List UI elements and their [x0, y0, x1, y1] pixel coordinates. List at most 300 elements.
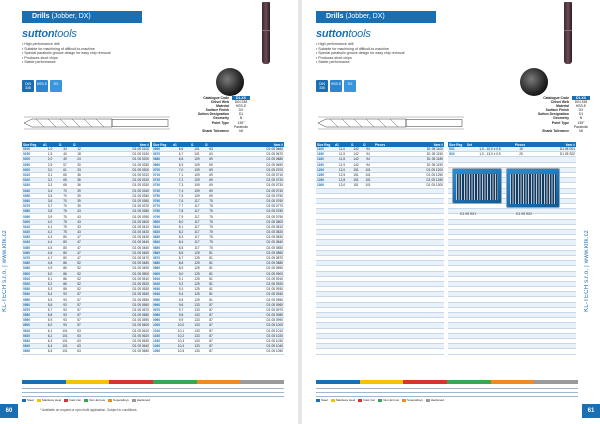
- table-cell: 0150: [22, 152, 42, 157]
- table-cell: 1010: [152, 328, 172, 333]
- table-cell: 4,0: [42, 219, 58, 224]
- table-cell: 5,5: [42, 297, 58, 302]
- table-cell: D1 05 0650: [86, 349, 150, 354]
- table-cell: 8,3: [172, 235, 190, 240]
- table-cell: 70: [58, 193, 72, 198]
- table-cell: 101: [58, 344, 72, 349]
- table-cell: 0520: [22, 281, 42, 286]
- table-cell: D1 05 0480: [86, 261, 150, 266]
- table-cell: 43: [72, 214, 86, 219]
- table-cell: 39: [72, 198, 86, 203]
- table-cell: 86: [58, 281, 72, 286]
- spec-value: DIN 338: [234, 100, 248, 105]
- table-cell: 3,3: [42, 183, 58, 188]
- coating-badge: DX: [344, 80, 356, 92]
- set-label: D1 05 S02: [516, 212, 533, 216]
- material-group-n: [153, 380, 197, 384]
- material-group-h: [240, 380, 284, 384]
- table-cell: 34: [58, 147, 72, 152]
- table-cell: 0910: [152, 276, 172, 281]
- table-cell: 0740: [152, 188, 172, 193]
- table-cell: 81: [204, 250, 218, 255]
- table-cell: 109: [190, 193, 204, 198]
- table-cell: 75: [58, 230, 72, 235]
- table-cell: D1 05 0790: [218, 214, 284, 219]
- table-cell: 0710: [152, 172, 172, 177]
- table-cell: 125: [190, 261, 204, 266]
- table-cell: 117: [190, 230, 204, 235]
- material-group-p: [22, 380, 66, 384]
- table-cell: 11,9: [334, 162, 350, 167]
- feature-item: • Special parabolic groove design for easy chip removal: [316, 51, 404, 56]
- table-cell: 0600: [22, 323, 42, 328]
- spec-label: Geometry: [213, 116, 229, 121]
- table-cell: 0310: [22, 172, 42, 177]
- table-cell: 101: [58, 333, 72, 338]
- table-cell: 4,7: [42, 255, 58, 260]
- table-cell: 80: [58, 255, 72, 260]
- table-cell: 4,6: [42, 250, 58, 255]
- table-cell: 0850: [152, 245, 172, 250]
- size-table: [316, 142, 444, 355]
- table-cell: 0670: [152, 152, 172, 157]
- table-cell: D1 05 0680: [218, 157, 284, 162]
- table-cell: 3,2: [42, 178, 58, 183]
- table-cell: 3,9: [42, 214, 58, 219]
- legend-key: Cast iron: [358, 398, 375, 402]
- feature-item: • Stable performance: [316, 60, 404, 65]
- table-cell: 8,8: [172, 261, 190, 266]
- table-cell: 1150: [316, 152, 334, 157]
- legend-key: Hardened: [426, 398, 444, 402]
- table-cell: 8,4: [172, 240, 190, 245]
- table-cell: 63: [72, 344, 86, 349]
- table-cell: 117: [190, 245, 204, 250]
- spec-label: Catalogue Code: [203, 96, 229, 100]
- table-cell: 4,2: [42, 230, 58, 235]
- table-cell: D1 05 0390: [86, 214, 150, 219]
- feature-list: [22, 42, 110, 65]
- table-cell: 0750: [152, 193, 172, 198]
- table-cell: D1 05 0870: [218, 255, 284, 260]
- spec-label: Surface Finish: [545, 108, 569, 113]
- table-cell: 0720: [152, 178, 172, 183]
- legend-key: Non-ferrous: [84, 398, 105, 402]
- table-cell: D1 05 0520: [86, 281, 150, 286]
- right-page: [302, 0, 600, 424]
- coating-badge: DX: [50, 80, 62, 92]
- table-cell: 117: [190, 209, 204, 214]
- table-cell: 133: [190, 344, 204, 349]
- table-cell: 4,9: [42, 266, 58, 271]
- table-cell: D1 05 0890: [218, 266, 284, 271]
- table-cell: 43: [72, 209, 86, 214]
- table-cell: 5,2: [42, 281, 58, 286]
- table-cell: 5,3: [42, 287, 58, 292]
- table-cell: D1 05 1190: [392, 162, 444, 167]
- table-cell: D1 05 0800: [218, 219, 284, 224]
- table-cell: D1 05 0940: [218, 292, 284, 297]
- table-cell: 69: [204, 188, 218, 193]
- table-cell: 0450: [22, 245, 42, 250]
- table-cell: 125: [190, 266, 204, 271]
- publisher-vertical: KL-TECH s.r.o. | www.kltk.cz: [2, 230, 8, 312]
- table-cell: 0730: [152, 183, 172, 188]
- table-cell: 109: [190, 183, 204, 188]
- table-cell: 101: [362, 178, 374, 183]
- col-header: l1: [190, 142, 204, 147]
- col-header: Size Reg: [448, 142, 466, 147]
- table-cell: 0350: [22, 193, 42, 198]
- table-cell: 49: [58, 157, 72, 162]
- col-header: l2: [362, 142, 374, 147]
- section-tab: [316, 11, 436, 23]
- table-cell: 0320: [22, 178, 42, 183]
- section-tab: [22, 11, 142, 23]
- table-cell: D1 05 0910: [218, 276, 284, 281]
- drill-set-case: [506, 168, 560, 208]
- table-cell: 5,4: [42, 292, 58, 297]
- table-cell: D1 05 0370: [86, 204, 150, 209]
- table-cell: 101: [58, 328, 72, 333]
- table-cell: [316, 349, 334, 354]
- publisher-vertical: KL-TECH s.r.o. | www.kltk.cz: [584, 230, 590, 312]
- table-cell: D1 05 1300: [392, 183, 444, 188]
- legend-keys: [22, 398, 150, 402]
- table-cell: 6,4: [42, 344, 58, 349]
- table-cell: 75: [58, 224, 72, 229]
- table-cell: [466, 349, 514, 354]
- table-cell: 65: [58, 172, 72, 177]
- table-cell: 81: [204, 271, 218, 276]
- table-cell: 0460: [22, 250, 42, 255]
- table-cell: 18: [72, 152, 86, 157]
- table-cell: D1 05 1010: [218, 328, 284, 333]
- table-cell: 87: [204, 307, 218, 312]
- table-cell: 9,1: [172, 276, 190, 281]
- left-page: [0, 0, 298, 424]
- table-cell: 86: [58, 276, 72, 281]
- section-subtitle: (Jobber, DX): [51, 13, 91, 20]
- table-cell: 133: [190, 313, 204, 318]
- table-cell: 0250: [22, 162, 42, 167]
- table-cell: 57: [72, 318, 86, 323]
- table-cell: 87: [204, 333, 218, 338]
- table-cell: 142: [350, 162, 362, 167]
- table-cell: 70: [58, 204, 72, 209]
- table-cell: 75: [204, 209, 218, 214]
- table-cell: 125: [190, 297, 204, 302]
- table-cell: 52: [72, 261, 86, 266]
- table-cell: 125: [190, 292, 204, 297]
- table-cell: D1 05 0470: [86, 255, 150, 260]
- table-cell: 0970: [152, 307, 172, 312]
- table-cell: 1180: [316, 157, 334, 162]
- table-cell: 8,5: [172, 245, 190, 250]
- material-group-k: [403, 380, 447, 384]
- table-cell: 101: [190, 152, 204, 157]
- feature-item: • High performance drill: [316, 42, 404, 47]
- table-cell: 142: [350, 152, 362, 157]
- table-cell: 80: [58, 245, 72, 250]
- table-cell: 0770: [152, 204, 172, 209]
- table-cell: 133: [190, 302, 204, 307]
- table-cell: 0440: [22, 240, 42, 245]
- table-cell: 30: [72, 162, 86, 167]
- table-cell: 93: [58, 323, 72, 328]
- table-cell: D1 05 1280: [392, 178, 444, 183]
- table-cell: 101: [58, 349, 72, 354]
- table-cell: 0700: [152, 167, 172, 172]
- table-cell: 0390: [22, 214, 42, 219]
- table-cell: 0650: [22, 349, 42, 354]
- table-cell: 86: [58, 287, 72, 292]
- table-cell: 9,4: [172, 292, 190, 297]
- table-row: [152, 349, 284, 354]
- table-cell: D1 05 1020: [218, 333, 284, 338]
- table-cell: 0410: [22, 224, 42, 229]
- spec-label: Chisel Web: [210, 100, 229, 105]
- table-cell: 36: [72, 183, 86, 188]
- spec-label: Shank Tolerance: [542, 128, 569, 133]
- table-cell: 43: [72, 219, 86, 224]
- table-cell: 117: [190, 235, 204, 240]
- legend-key: Superalloys: [402, 398, 423, 402]
- table-cell: 69: [204, 167, 218, 172]
- table-cell: 7,6: [172, 198, 190, 203]
- table-cell: 80: [58, 240, 72, 245]
- table-cell: 7,3: [172, 183, 190, 188]
- spec-value: HSS-E: [235, 104, 247, 109]
- table-cell: 43: [72, 224, 86, 229]
- table-cell: 5,9: [42, 318, 58, 323]
- table-cell: D1 05 0630: [86, 338, 150, 343]
- table-cell: 75: [204, 214, 218, 219]
- table-cell: 1020: [152, 333, 172, 338]
- table-cell: [350, 349, 362, 354]
- brand-suffix: tools: [348, 28, 371, 40]
- table-cell: 9,7: [172, 307, 190, 312]
- section-title: Drills: [32, 13, 50, 20]
- table-cell: D1 05 0460: [86, 250, 150, 255]
- table-cell: 4,1: [42, 224, 58, 229]
- table-cell: 125: [190, 271, 204, 276]
- table-cell: 39: [72, 204, 86, 209]
- table-cell: 7,8: [172, 209, 190, 214]
- drill-tip-photo: [216, 68, 244, 96]
- table-cell: [528, 349, 576, 354]
- table-cell: 3,7: [42, 204, 58, 209]
- legend-keys: [316, 398, 444, 402]
- table-cell: [374, 349, 392, 354]
- table-cell: 8,6: [172, 250, 190, 255]
- table-cell: 7,0: [172, 167, 190, 172]
- table-cell: 133: [190, 333, 204, 338]
- table-cell: 0560: [22, 302, 42, 307]
- table-cell: 81: [204, 281, 218, 286]
- table-cell: 9,8: [172, 313, 190, 318]
- table-cell: 86: [58, 271, 72, 276]
- table-cell: 117: [190, 240, 204, 245]
- table-cell: 87: [204, 344, 218, 349]
- col-header: Item #: [528, 142, 576, 147]
- table-cell: 0900: [152, 271, 172, 276]
- table-cell: 1200: [316, 167, 334, 172]
- table-cell: 9,6: [172, 302, 190, 307]
- table-cell: [392, 349, 444, 354]
- table-cell: 0340: [22, 188, 42, 193]
- table-cell: 70: [58, 198, 72, 203]
- table-cell: 57: [58, 162, 72, 167]
- table-cell: 57: [72, 297, 86, 302]
- table-cell: 1000: [152, 323, 172, 328]
- norm-badge: DIN 338: [22, 80, 34, 92]
- table-cell: 7,7: [172, 204, 190, 209]
- table-cell: 0580: [22, 313, 42, 318]
- table-cell: 75: [204, 240, 218, 245]
- table-cell: 109: [190, 178, 204, 183]
- table-cell: 117: [190, 204, 204, 209]
- table-cell: 69: [204, 193, 218, 198]
- spec-value: h8: [579, 128, 583, 133]
- table-cell: D1 05 0740: [218, 188, 284, 193]
- table-cell: 6,7: [172, 152, 190, 157]
- legend-key: Stainless steel: [331, 398, 355, 402]
- table-cell: 3,5: [42, 193, 58, 198]
- table-cell: 2,0: [42, 157, 58, 162]
- table-cell: D1 05 0430: [86, 235, 150, 240]
- table-cell: 93: [58, 302, 72, 307]
- table-cell: D1 05 0100: [86, 147, 150, 152]
- material-group-n: [447, 380, 491, 384]
- table-cell: 87: [204, 323, 218, 328]
- table-cell: 63: [72, 328, 86, 333]
- table-cell: 117: [190, 219, 204, 224]
- table-cell: D1 05 0950: [218, 297, 284, 302]
- table-cell: 2,5: [42, 162, 58, 167]
- table-cell: 39: [72, 193, 86, 198]
- table-cell: 81: [204, 261, 218, 266]
- table-cell: D1 05 0150: [86, 152, 150, 157]
- table-cell: 75: [58, 214, 72, 219]
- table-cell: D1 05 1200: [392, 167, 444, 172]
- material-group-p: [316, 380, 360, 384]
- legend-key: Steel: [316, 398, 328, 402]
- table-cell: 10,4: [172, 344, 190, 349]
- table-cell: 75: [204, 198, 218, 203]
- table-cell: 61: [58, 167, 72, 172]
- table-cell: [334, 349, 350, 354]
- table-cell: 43: [72, 230, 86, 235]
- spec-label: Material: [216, 104, 229, 109]
- table-cell: 117: [190, 214, 204, 219]
- table-cell: D1 05 0760: [218, 198, 284, 203]
- table-cell: 4,8: [42, 261, 58, 266]
- table-cell: 8,7: [172, 255, 190, 260]
- spec-value: N: [579, 116, 583, 121]
- col-header: Pieces: [374, 142, 392, 147]
- col-header: Size Reg: [316, 142, 334, 147]
- table-cell: 0630: [22, 338, 42, 343]
- table-cell: 81: [204, 266, 218, 271]
- table-cell: 10,2: [172, 333, 190, 338]
- table-cell: 3,1: [42, 172, 58, 177]
- table-cell: D1 05 1180: [392, 157, 444, 162]
- table-cell: 0980: [152, 313, 172, 318]
- table-cell: 109: [190, 167, 204, 172]
- table-cell: 87: [204, 349, 218, 354]
- size-table: [152, 142, 284, 355]
- table-cell: 0830: [152, 235, 172, 240]
- table-cell: 6,6: [172, 147, 190, 152]
- table-cell: D1 05 0310: [86, 172, 150, 177]
- table-cell: D1 05 0750: [218, 193, 284, 198]
- table-cell: D1 05 0360: [86, 198, 150, 203]
- table-cell: 65: [58, 183, 72, 188]
- material-legend: [22, 380, 284, 396]
- table-cell: 6,2: [42, 333, 58, 338]
- table-cell: 8,9: [172, 266, 190, 271]
- table-cell: 0490: [22, 266, 42, 271]
- table-cell: D1 05 1040: [218, 344, 284, 349]
- col-header: Pieces: [514, 142, 528, 147]
- col-header: l1: [350, 142, 362, 147]
- table-cell: D1 05 0440: [86, 240, 150, 245]
- table-cell: 87: [204, 328, 218, 333]
- table-cell: 117: [190, 198, 204, 203]
- table-cell: 0800: [152, 219, 172, 224]
- table-cell: 69: [204, 162, 218, 167]
- table-cell: 0640: [22, 344, 42, 349]
- table-cell: 0330: [22, 183, 42, 188]
- table-cell: D1 05 1100: [392, 147, 444, 152]
- table-cell: 125: [190, 281, 204, 286]
- material-group-m: [66, 380, 110, 384]
- table-cell: 47: [72, 245, 86, 250]
- table-cell: 125: [190, 287, 204, 292]
- table-cell: 39: [72, 188, 86, 193]
- page-number: 60: [0, 404, 18, 418]
- spec-label: Sutton Designation: [537, 112, 569, 117]
- table-cell: 19: [514, 147, 528, 152]
- table-cell: 57: [72, 292, 86, 297]
- table-cell: 0510: [22, 276, 42, 281]
- section-subtitle: (Jobber, DX): [345, 13, 385, 20]
- table-cell: S01: [448, 147, 466, 152]
- spec-value: h8: [239, 128, 243, 133]
- table-cell: 0200: [22, 157, 42, 162]
- material-group-m: [360, 380, 404, 384]
- table-cell: 0100: [22, 147, 42, 152]
- table-cell: 80: [58, 250, 72, 255]
- table-cell: D1 05 0600: [86, 323, 150, 328]
- table-cell: 0500: [22, 271, 42, 276]
- table-cell: 6,0: [42, 323, 58, 328]
- table-cell: D1 05 0380: [86, 209, 150, 214]
- table-cell: 0530: [22, 287, 42, 292]
- table-cell: D1 05 0450: [86, 245, 150, 250]
- spec-label: Shank Tolerance: [202, 128, 229, 133]
- table-cell: 57: [72, 302, 86, 307]
- table-cell: 0790: [152, 214, 172, 219]
- table-cell: D1 05 0560: [86, 302, 150, 307]
- table-cell: D1 05 0200: [86, 157, 150, 162]
- table-cell: 4,4: [42, 240, 58, 245]
- table-cell: 12: [72, 147, 86, 152]
- table-cell: D1 05 0900: [218, 271, 284, 276]
- table-cell: D1 05 0420: [86, 230, 150, 235]
- table-cell: 101: [190, 147, 204, 152]
